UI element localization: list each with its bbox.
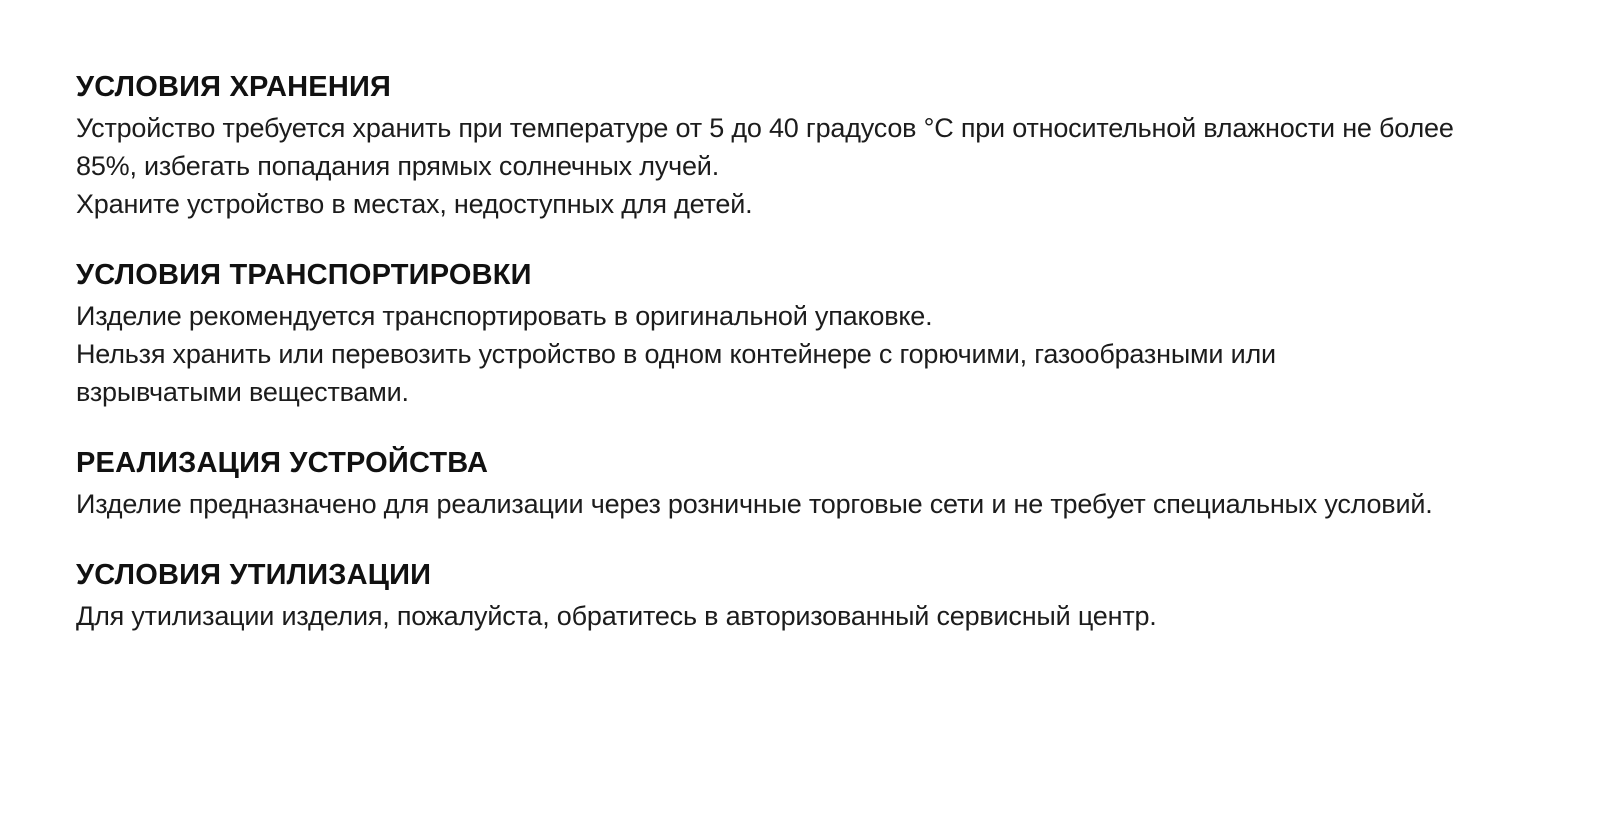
sale-section	[76, 446, 1586, 523]
disposal-paragraph: Для утилизации изделия, пожалуйста, обратитесь в авторизованный сервисный центр.	[76, 601, 1157, 631]
sale-paragraph: Изделие предназначено для реализации через розничные торговые сети и не требует специальных условий.	[76, 489, 1433, 519]
section-title-storage: УСЛОВИЯ ХРАНЕНИЯ	[76, 71, 392, 103]
transport-conditions-section	[76, 258, 1586, 411]
transport-paragraph-packaging: Изделие рекомендуется транспортировать в оригинальной упаковке.	[76, 301, 933, 331]
section-title-sale: РЕАЛИЗАЦИЯ УСТРОЙСТВА	[76, 447, 489, 479]
section-title-transport: УСЛОВИЯ ТРАНСПОРТИРОВКИ	[76, 259, 532, 291]
storage-conditions-section	[76, 70, 1586, 223]
storage-paragraph-children: Храните устройство в местах, недоступных для детей.	[76, 189, 753, 219]
storage-paragraph-temperature: Устройство требуется хранить при температуре от 5 до 40 градусов °С при относительной влажности не более 85%, избегать попадания прямых солнечных лучей.	[76, 113, 1454, 181]
section-title-disposal: УСЛОВИЯ УТИЛИЗАЦИИ	[76, 559, 432, 591]
disposal-section	[76, 558, 1586, 635]
transport-paragraph-hazardous: Нельзя хранить или перевозить устройство в одном контейнере с горючими, газообразными или взрывчатыми веществами.	[76, 339, 1276, 407]
